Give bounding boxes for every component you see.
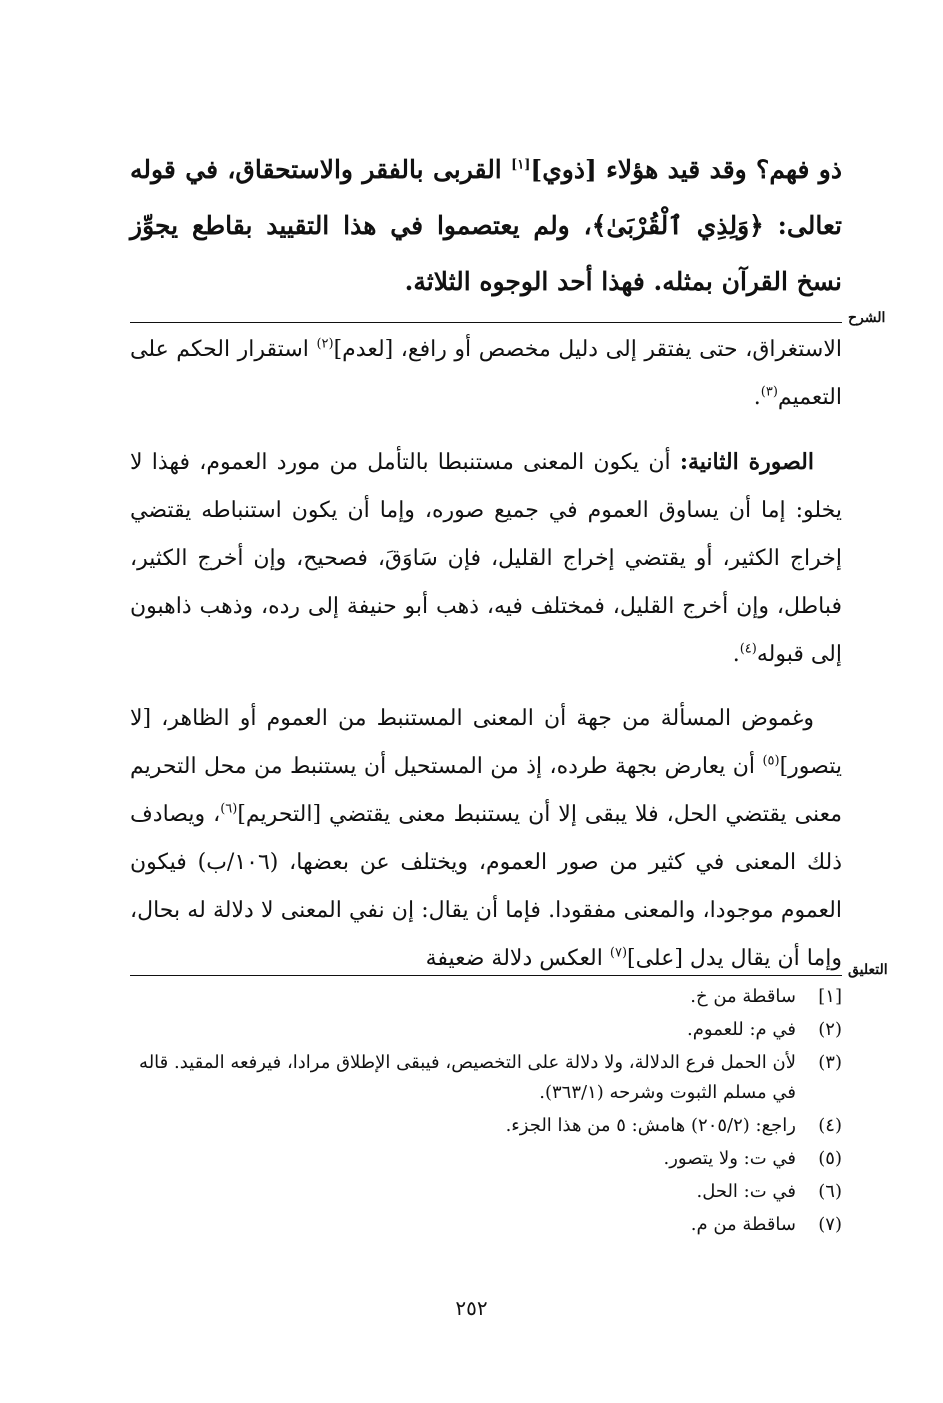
- footnote-marker: (٤): [739, 641, 757, 657]
- footnote-marker: [١]: [511, 157, 531, 173]
- lead-phrase: الصورة الثانية:: [679, 449, 814, 475]
- footnote-text: لأن الحمل فرع الدلالة، ولا دلالة على التخصيص، فيبقى الإطلاق مرادا، فيرفعه المقيد. قاله في مسلم الثبوت وشرحه (٣٦٣/١).: [139, 1052, 796, 1103]
- footnotes-separator: [130, 975, 842, 976]
- commentary-paragraph: الصورة الثانية: أن يكون المعنى مستنبطا بالتأمل من مورد العموم، فهذا لا يخلو: إما أن يساوق العموم في جميع صوره، وإما أن يكون استنباطه يقتضي إخراج الكثير، أو يقتضي إخراج القليل، فإن سَاوَقَ، فصحيح، وإن أخرج الكثير، فباطل، وإن أخرج القليل، فمختلف فيه، ذهب أبو حنيفة إلى رده، وذهب ذاهبون إلى قبوله$^{(٤)}$.: [130, 449, 842, 667]
- footnote-number: [١]: [818, 986, 842, 1007]
- footnote-number: (٥): [818, 1148, 842, 1169]
- footnote-text: في ت: الحل.: [696, 1181, 796, 1202]
- footnote-marker: (٢): [316, 336, 334, 352]
- main-text-paragraph: ذو فهم؟ وقد قيد هؤلاء [ذوي][١] القربى بالفقر والاستحقاق، في قوله تعالى: ﴿وَلِذِي ٱلْقُرْبَىٰ﴾، ولم يعتصموا في هذا التقييد بقاطع يجوِّز نسخ القرآن بمثله. فهذا أحد الوجوه الثلاثة.: [130, 155, 842, 296]
- footnote-marker: (٦): [220, 801, 238, 817]
- footnote-marker: (٧): [609, 945, 628, 961]
- commentary-label: الشرح: [848, 310, 886, 326]
- footnote: [130, 1144, 842, 1174]
- footnote: [130, 1015, 842, 1045]
- footnotes: [130, 982, 842, 1243]
- footnote-text: في م: للعموم.: [687, 1019, 796, 1040]
- footnote-number: (٤): [818, 1115, 842, 1136]
- footnote-text: ساقطة من م.: [690, 1214, 796, 1235]
- footnote: [130, 1210, 842, 1240]
- footnote-marker: (٣): [760, 384, 778, 400]
- footnote: [130, 1177, 842, 1207]
- footnote-marker: (٥): [762, 753, 780, 769]
- footnote-text: في ت: ولا يتصور.: [663, 1148, 796, 1169]
- commentary-paragraph: الاستغراق، حتى يفتقر إلى دليل مخصص أو رافع، [لعدم]$^{(٢)}$ استقرار الحكم على التعميم$^{(٣)}$.: [130, 336, 842, 410]
- footnote-text: راجع: (٢٠٥/٢) هامش: ٥ من هذا الجزء.: [505, 1115, 796, 1136]
- commentary-paragraph: وغموض المسألة من جهة أن المعنى المستنبط من العموم أو الظاهر، [لا يتصور]$^{(٥)}$ أن يعارض بجهة طرده، إذ من المستحيل أن يستنبط من محل التحريم معنى يقتضي الحل، فلا يبقى إلا أن يستنبط معنى يقتضي [التحريم]$^{(٦)}$، ويصادف ذلك المعنى في كثير من صور العموم، ويختلف عن بعضها، (١٠٦/ب) فيكون العموم موجودا، والمعنى مفقودا. فإما أن يقال: إن نفي المعنى لا دلالة له بحال، وإما أن يقال يدل [على]$^{(٧)}$ العكس دلالة ضعيفة: [130, 706, 842, 971]
- footnote-number: (٦): [818, 1181, 842, 1202]
- page-number: ٢٥٢: [455, 1296, 488, 1320]
- commentary: [130, 326, 842, 999]
- main-text: [130, 142, 842, 310]
- commentary-separator: [130, 322, 842, 323]
- footnote-text: ساقطة من خ.: [690, 986, 796, 1007]
- footnote: [130, 1111, 842, 1141]
- footnote-number: (٣): [818, 1052, 842, 1073]
- footnote-number: (٢): [818, 1019, 842, 1040]
- footnotes-label: التعليق: [848, 962, 888, 978]
- footnote: [130, 982, 842, 1012]
- footnote-number: (٧): [818, 1214, 842, 1235]
- footnote: [130, 1048, 842, 1108]
